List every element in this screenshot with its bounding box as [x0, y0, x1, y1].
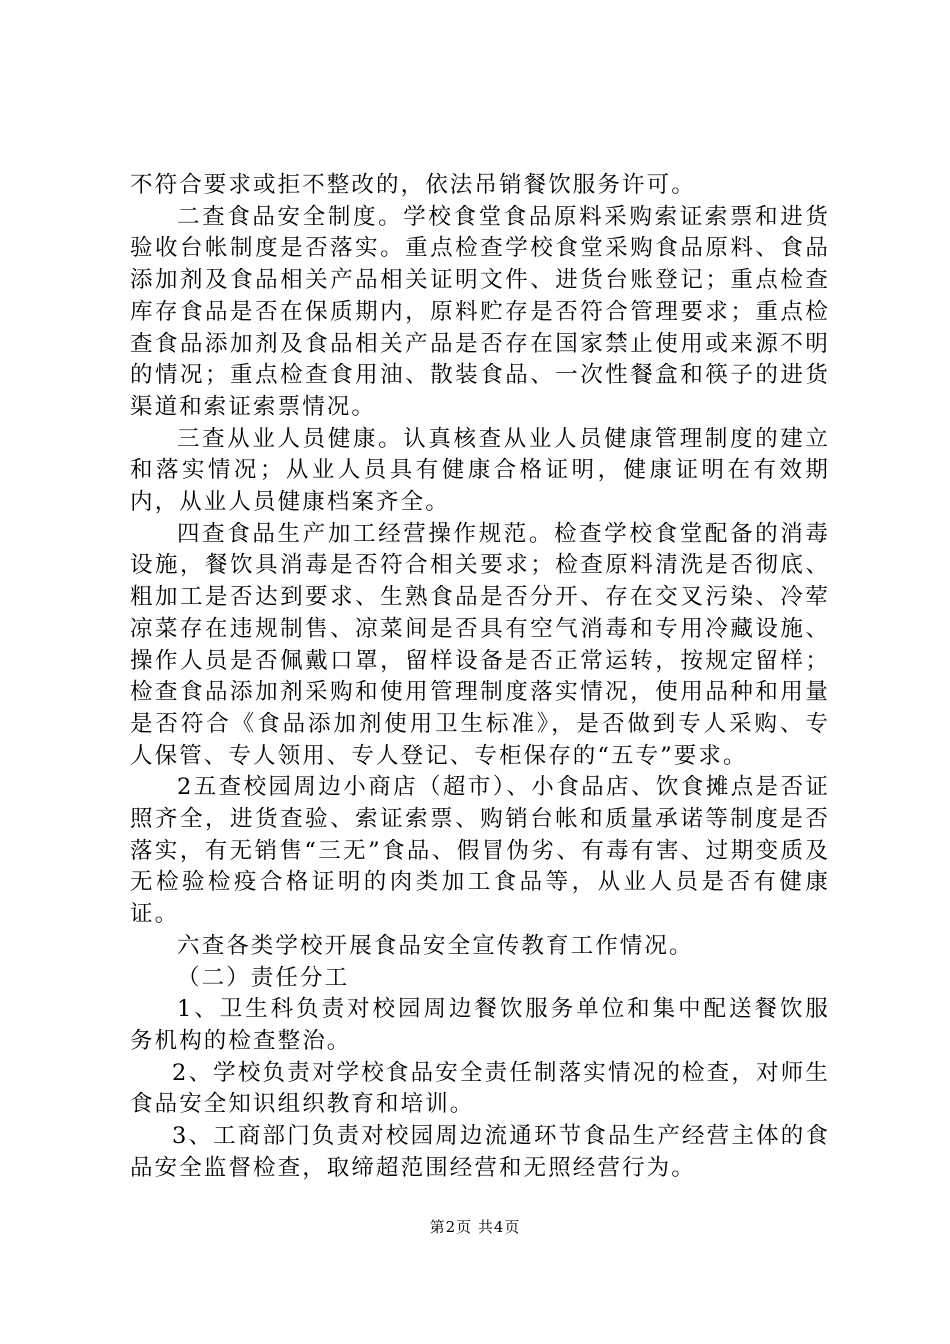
paragraph-10: 3、工商部门负责对校园周边流通环节食品生产经营主体的食品安全监督检查，取缔超范围经营和无照经营行为。	[130, 1123, 830, 1181]
paragraph-8: 1、卫生科负责对校园周边餐饮服务单位和集中配送餐饮服务机构的检查整治。	[130, 996, 830, 1054]
paragraph-1: 不符合要求或拒不整改的，依法吊销餐饮服务许可。	[130, 172, 696, 198]
paragraph-9: 2、学校负责对学校食品安全责任制落实情况的检查，对师生食品安全知识组织教育和培训。	[130, 1059, 830, 1118]
paragraph-3: 三查从业人员健康。认真核查从业人员健康管理制度的建立和落实情况；从业人员具有健康合格证明，健康证明在有效期内，从业人员健康档案齐全。	[130, 425, 830, 516]
paragraph-2: 二查食品安全制度。学校食堂食品原料采购索证索票和进货验收台帐制度是否落实。重点检查学校食堂采购食品原料、食品添加剂及食品相关产品相关证明文件、进货台账登记；重点检查库存食品是否在保质期内，原料贮存是否符合管理要求；重点检查食品添加剂及食品相关产品是否存在国家禁止使用或来源不明的情况；重点检查食用油、散装食品、一次性餐盒和筷子的进货渠道和索证索票情况。	[130, 203, 830, 420]
paragraph-5: 2五查校园周边小商店（超市）、小食品店、饮食摊点是否证照齐全，进货查验、索证索票、购销台帐和质量承诺等制度是否落实，有无销售“三无”食品、假冒伪劣、有毒有害、过期变质及无检验检疫合格证明的肉类加工食品等，从业人员是否有健康证。	[130, 774, 830, 928]
document-body	[130, 170, 830, 1185]
paragraph-6: 六查各类学校开展食品安全宣传教育工作情况。	[177, 932, 694, 959]
page-number-footer: 第2页 共4页	[429, 1218, 521, 1236]
paragraph-4: 四查食品生产加工经营操作规范。检查学校食堂配备的消毒设施，餐饮具消毒是否符合相关要求；检查原料清洗是否彻底、粗加工是否达到要求、生熟食品是否分开、存在交叉污染、冷荤凉菜存在违规制售、凉菜间是否具有空气消毒和专用冷藏设施、操作人员是否佩戴口罩，留样设备是否正常运转，按规定留样；检查食品添加剂采购和使用管理制度落实情况，使用品种和用量是否符合《食品添加剂使用卫生标准》，是否做到专人采购、专人保管、专人领用、专人登记、专柜保存的“五专”要求。	[130, 520, 830, 769]
section-heading-responsibility: （二）责任分工	[177, 964, 350, 991]
